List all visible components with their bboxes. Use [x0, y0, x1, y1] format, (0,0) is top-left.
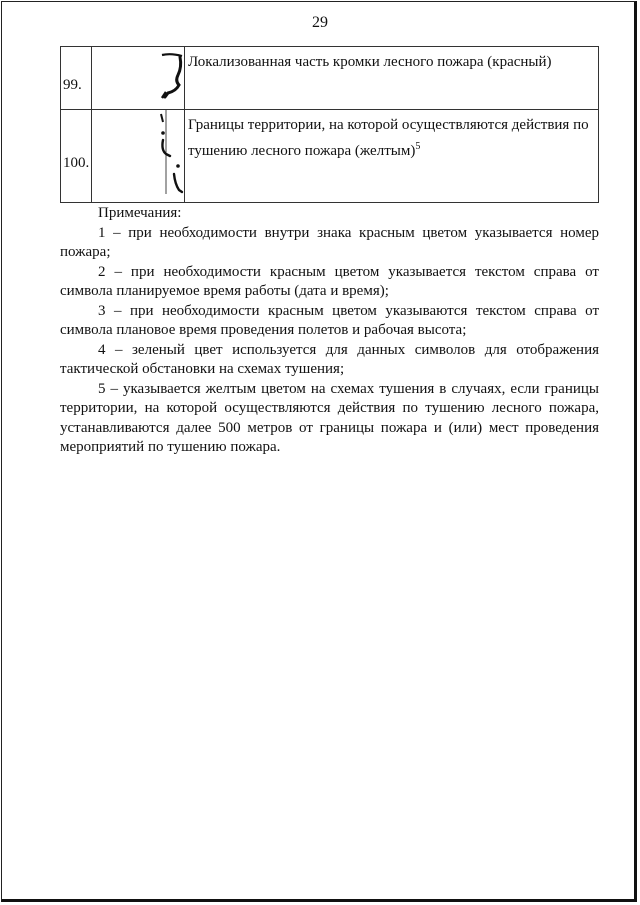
symbol-cell — [92, 110, 185, 203]
symbol-cell — [92, 47, 185, 110]
notes-section — [60, 204, 599, 458]
table-row — [61, 47, 599, 110]
note-item: 5 – указывается желтым цветом на схемах тушения в случаях, если границы территории, на которой осуществляются действия по тушению лесного пожара, устанавливаются далее 500 метров от границы пожара и (или) мест проведения мероприятий по тушению пожара. — [60, 380, 599, 455]
row-number: 99. — [61, 47, 92, 110]
page-number: 29 — [312, 14, 328, 31]
symbol-description: Локализованная часть кромки лесного пожара (красный) — [185, 47, 599, 110]
table-row — [61, 110, 599, 203]
footnote-mark: 5 — [415, 141, 421, 152]
legend-table — [60, 46, 599, 203]
symbol-description: Границы территории, на которой осуществляются действия по тушению лесного пожара (желтым)$^5$ — [185, 110, 599, 203]
note-item: 2 – при необходимости красным цветом указывается текстом справа от символа планируемое время работы (дата и время); — [60, 263, 599, 299]
row-number: 100. — [61, 110, 92, 203]
note-item: 1 – при необходимости внутри знака красным цветом указывается номер пожара; — [60, 224, 599, 260]
note-item: 4 – зеленый цвет используется для данных символов для отображения тактической обстановки на схемах тушения; — [60, 341, 599, 377]
red-fire-edge-symbol-icon — [92, 47, 184, 101]
note-item: 3 – при необходимости красным цветом указываются текстом справа от символа плановое время проведения полетов и рабочая высота; — [60, 302, 599, 338]
yellow-dashed-boundary-symbol-icon — [92, 110, 184, 194]
notes-title: Примечания: — [98, 205, 182, 221]
